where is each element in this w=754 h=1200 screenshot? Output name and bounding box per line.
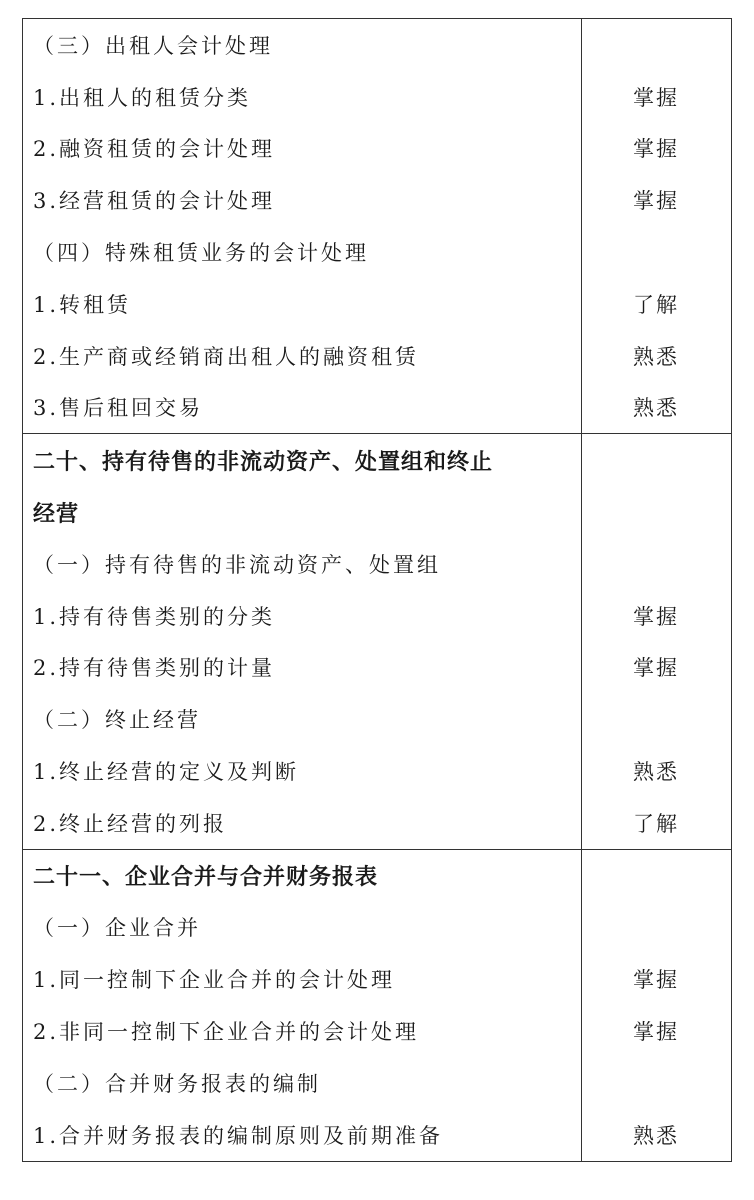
mastery-level: 了解 [633,811,679,836]
table-row [23,19,731,71]
mastery-level: 熟悉 [633,1123,679,1148]
mastery-level: 掌握 [633,189,679,214]
item-text: 3.经营租赁的会计处理 [33,189,276,214]
mastery-level [581,486,731,538]
mastery-level [581,19,731,71]
table-row [23,486,731,538]
mastery-level: 掌握 [633,85,679,110]
table-row [23,797,731,849]
table-row [23,538,731,590]
item-text: 1.同一控制下企业合并的会计处理 [33,968,396,993]
mastery-level: 熟悉 [633,344,679,369]
item-text: （二）终止经营 [33,708,201,733]
table-section-leasing [23,19,731,433]
mastery-level: 掌握 [633,968,679,993]
item-text: （四）特殊租赁业务的会计处理 [33,241,369,266]
item-text: 2.非同一控制下企业合并的会计处理 [33,1020,420,1045]
table-row [23,850,731,902]
table-row [23,434,731,486]
table-row [23,226,731,278]
table-row [23,123,731,175]
table-row [23,590,731,642]
item-text: （一）持有待售的非流动资产、处置组 [33,552,441,577]
table-row [23,1005,731,1057]
mastery-level: 熟悉 [633,760,679,785]
mastery-level: 了解 [633,292,679,317]
table-row [23,278,731,330]
chapter-heading: 二十、持有待售的非流动资产、处置组和终止 [33,449,494,475]
item-text: 1.终止经营的定义及判断 [33,760,300,785]
mastery-level: 掌握 [633,656,679,681]
item-text: 1.转租赁 [33,292,132,317]
mastery-level [581,226,731,278]
table-row [23,693,731,745]
chapter-heading: 二十一、企业合并与合并财务报表 [33,865,379,891]
table-row [23,174,731,226]
syllabus-table [22,18,732,1162]
mastery-level [581,434,731,486]
table-row [23,745,731,797]
mastery-level [581,902,731,954]
mastery-level [581,1057,731,1109]
mastery-level: 掌握 [633,137,679,162]
item-text: （三）出租人会计处理 [33,33,273,58]
item-text: 1.出租人的租赁分类 [33,85,252,110]
item-text: 2.融资租赁的会计处理 [33,137,276,162]
mastery-level: 熟悉 [633,396,679,421]
item-text: （二）合并财务报表的编制 [33,1071,321,1096]
item-text: 3.售后租回交易 [33,396,204,421]
item-text: 2.持有待售类别的计量 [33,656,276,681]
item-text: 1.持有待售类别的分类 [33,604,276,629]
item-text: （一）企业合并 [33,916,201,941]
table-row [23,902,731,954]
mastery-level: 掌握 [633,1020,679,1045]
item-text: 2.终止经营的列报 [33,811,228,836]
table-row [23,1057,731,1109]
mastery-level [581,538,731,590]
table-section-business-combination [23,849,731,1161]
mastery-level [581,850,731,902]
item-text: 2.生产商或经销商出租人的融资租赁 [33,344,420,369]
mastery-level: 掌握 [633,604,679,629]
mastery-level [581,693,731,745]
table-row [23,1109,731,1161]
table-row [23,953,731,1005]
chapter-heading: 经营 [33,501,80,527]
table-row [23,382,731,434]
table-row [23,330,731,382]
item-text: 1.合并财务报表的编制原则及前期准备 [33,1123,444,1148]
table-section-held-for-sale [23,433,731,848]
table-row [23,71,731,123]
table-row [23,642,731,694]
